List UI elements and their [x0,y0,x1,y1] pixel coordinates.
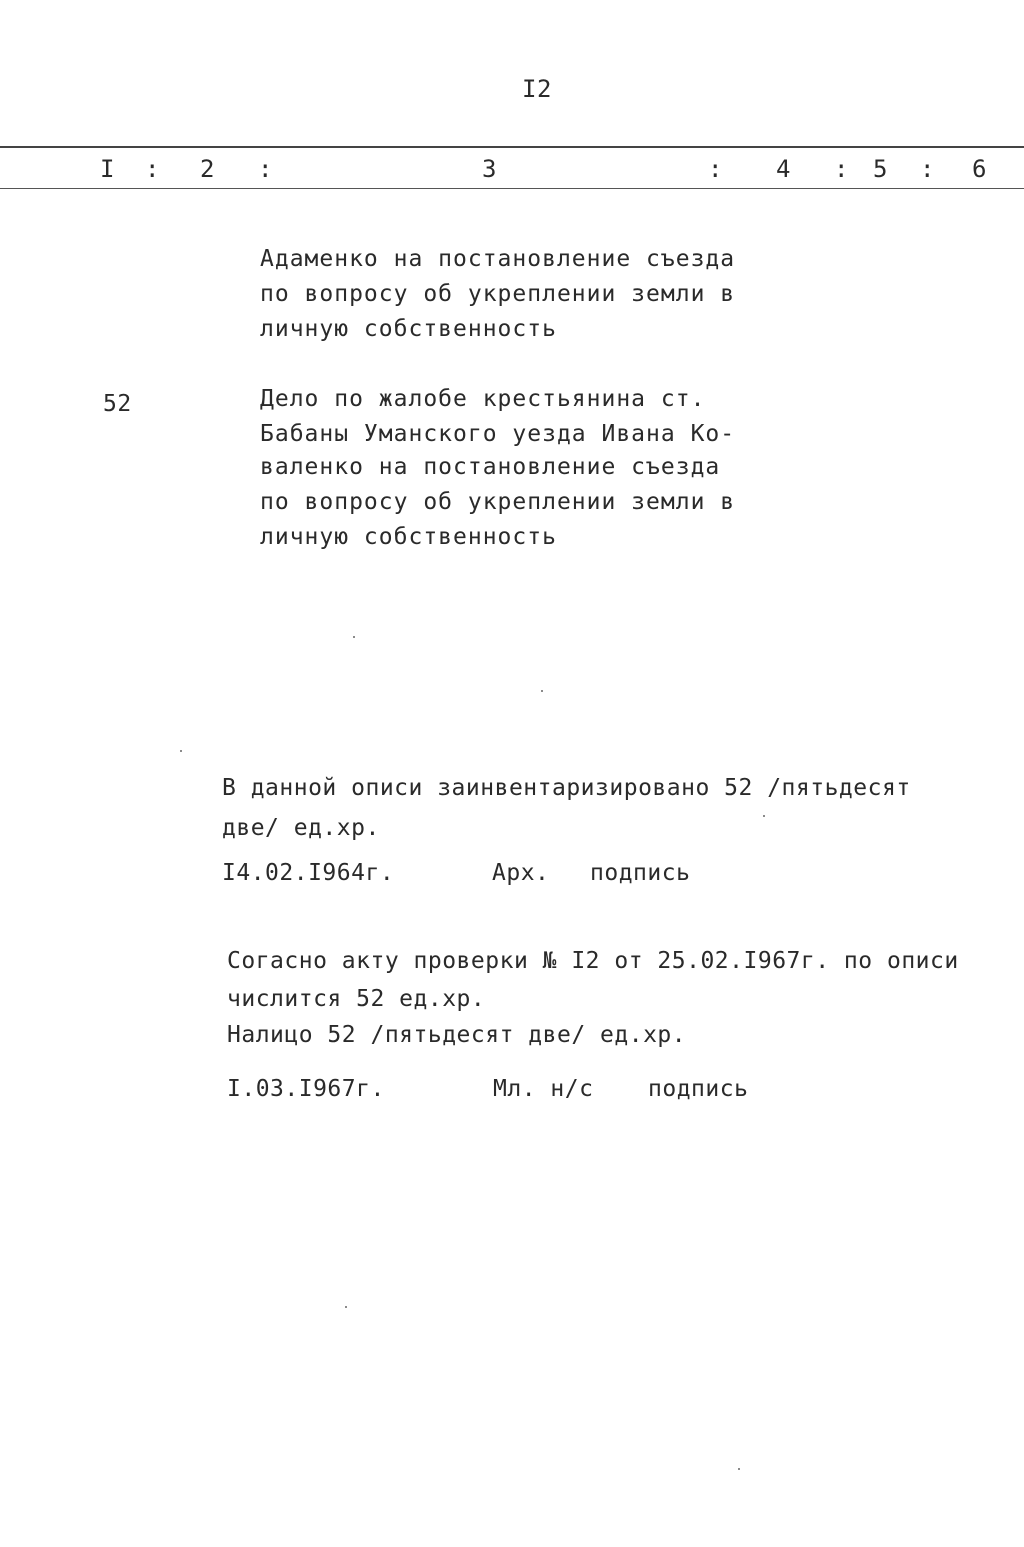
scan-speck [763,815,765,817]
scan-speck [738,1468,740,1470]
note-line: Согасно акту проверки № I2 от 25.02.I967г. по описи [227,948,959,974]
scan-speck [345,1306,347,1308]
entry-text-line: личную собственность [260,316,557,342]
note-line: числится 52 ед.хр. [227,986,486,1012]
column-4: 4 [776,155,791,183]
header-rule-top [0,146,1024,148]
scan-speck [180,750,182,752]
note-signature: подпись [590,860,691,886]
note-role: Мл. н/с [493,1076,594,1102]
entry-number: 52 [103,391,132,417]
column-3: 3 [482,155,497,183]
note-date: I.03.I967г. [227,1076,385,1102]
column-separator: : [708,155,723,183]
page-number: I2 [522,75,552,103]
scan-speck [353,636,355,638]
scan-speck [541,690,543,692]
column-5: 5 [873,155,888,183]
column-separator: : [834,155,849,183]
entry-text-line: Дело по жалобе крестьянина ст. [260,386,706,412]
column-1: I [100,155,115,183]
entry-text-line: валенко на постановление съезда [260,454,721,480]
note-role: Арх. [492,860,550,886]
note-line: В данной описи заинвентаризировано 52 /пятьдесят [222,775,911,801]
column-2: 2 [200,155,215,183]
column-separator: : [920,155,935,183]
column-6: 6 [972,155,987,183]
note-date: I4.02.I964г. [222,860,395,886]
entry-text-line: Бабаны Уманского уезда Ивана Ко- [260,421,736,447]
column-separator: : [145,155,160,183]
entry-text-line: по вопросу об укреплении земли в [260,489,736,515]
column-separator: : [258,155,273,183]
note-line: две/ ед.хр. [222,815,380,841]
entry-text-line: по вопросу об укреплении земли в [260,281,736,307]
entry-text-line: Адаменко на постановление съезда [260,246,736,272]
header-rule-bottom [0,188,1024,189]
note-signature: подпись [648,1076,749,1102]
entry-text-line: личную собственность [260,524,557,550]
note-line: Налицо 52 /пятьдесят две/ ед.хр. [227,1022,687,1048]
